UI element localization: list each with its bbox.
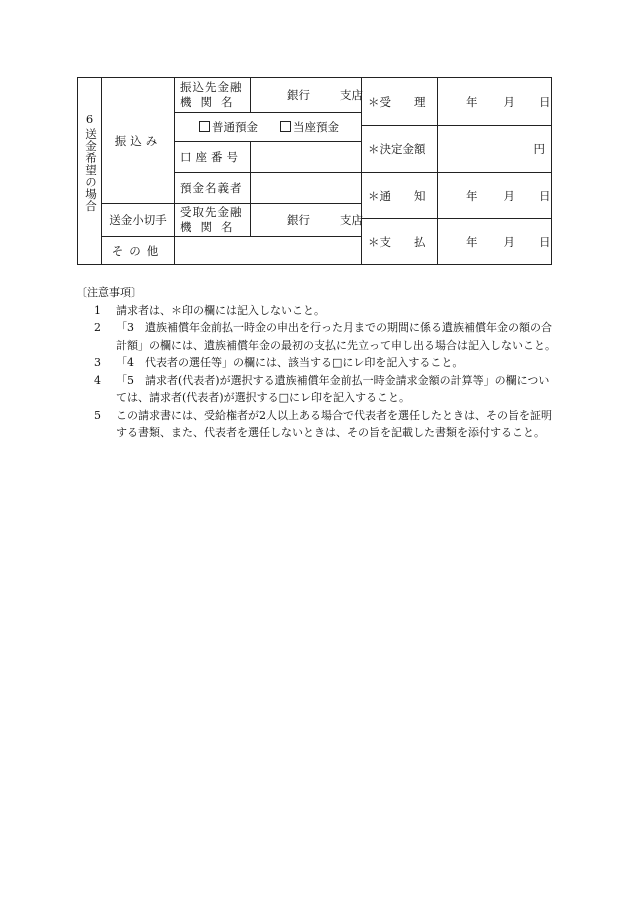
bank-label-line1: 振込先金融 [180,80,243,94]
recv-bank-label-line2: 機関名 [180,220,242,234]
tsuchi-day: 日 [539,188,551,203]
divider [361,77,362,265]
note-text: 請求者は、＊印の欄には記入しないこと。 [116,303,325,317]
method-other-label: その他 [111,243,165,258]
juri-year: 年 [466,94,478,109]
other-field[interactable] [175,237,361,264]
note-item [90,372,560,407]
note-text: 「4 代表者の選任等」の欄には、該当する□にレ印を記入すること。 [116,356,464,369]
note-item [90,407,560,442]
notes-section [76,284,560,442]
juri-day: 日 [539,94,551,109]
deposit-type-row [175,113,361,141]
kettei-amount[interactable] [438,126,551,172]
tsuchi-label: ＊通 知 [368,188,426,203]
note-text: この請求書には、受給権者が2人以上ある場合で代表者を選任したときは、その旨を証明する書類、また、代表者を選任しないときは、その旨を記載した書類を添付すること。 [116,408,552,439]
shiharai-label: ＊支 払 [368,234,426,249]
shiharai-day: 日 [539,234,551,249]
juri-month: 月 [503,94,515,109]
method-kogitte-label: 送金小切手 [109,213,167,227]
toza-option[interactable] [280,119,339,135]
note-text: 「5 請求者(代表者)が選択する遺族補償年金前払一時金請求金額の計算等」の欄については、請求者(代表者)が選択する□にレ印を記入すること。 [116,373,550,404]
note-text: 「3 遺族補償年金前払一時金の申出を行った月までの期間に係る遺族補償年金の額の合計額」の欄には、遺族補償年金の最初の支払に先立って申し出る場合は記入しないこと。 [116,321,556,352]
kettei-label: ＊決定金額 [368,142,426,156]
futsu-checkbox[interactable] [199,121,210,132]
account-holder-field[interactable] [251,173,361,203]
toza-label: 当座預金 [293,120,339,134]
account-number-field[interactable] [251,142,361,172]
recv-bank-label [180,205,248,235]
note-number: 1 [94,303,101,317]
method-furikomi-label: 振込み [114,133,162,148]
juri-date[interactable] [438,78,551,125]
tsuchi-date[interactable] [438,173,551,218]
futsu-option[interactable] [199,119,258,135]
bank-suffix: 銀行 [287,88,310,102]
note-item [90,319,560,354]
bank-label-line2: 機関名 [180,95,242,109]
recv-bank-field[interactable] [251,204,361,236]
note-number: 4 [94,373,101,387]
account-holder-label: 預金名義者 [180,181,243,195]
recv-bank-label-line1: 受取先金融 [180,205,243,219]
table-border-bottom [77,264,552,265]
shiharai-month: 月 [503,234,515,249]
juri-label: ＊受 理 [368,94,426,109]
bank-field[interactable] [251,78,361,112]
shiharai-year: 年 [466,234,478,249]
recv-branch-suffix: 支店 [340,213,363,227]
futsu-label: 普通預金 [212,120,258,134]
notes-heading: 〔注意事項〕 [76,286,142,299]
tsuchi-year: 年 [466,188,478,203]
note-number: 3 [94,356,101,369]
table-border-right [551,77,552,265]
account-number-label: 口座番号 [180,150,242,164]
note-item [90,354,560,372]
tsuchi-month: 月 [503,188,515,203]
section-title: 送金希望の場合 [84,128,98,212]
bank-label [180,80,248,110]
yen-unit: 円 [533,142,545,156]
table-border-left [77,77,78,265]
section-number: 6 [85,112,94,126]
note-item [90,302,560,320]
shiharai-date[interactable] [438,219,551,264]
recv-bank-suffix: 銀行 [287,213,310,227]
note-number: 5 [94,408,101,422]
toza-checkbox[interactable] [280,121,291,132]
note-number: 2 [94,321,101,334]
branch-suffix: 支店 [340,88,363,102]
